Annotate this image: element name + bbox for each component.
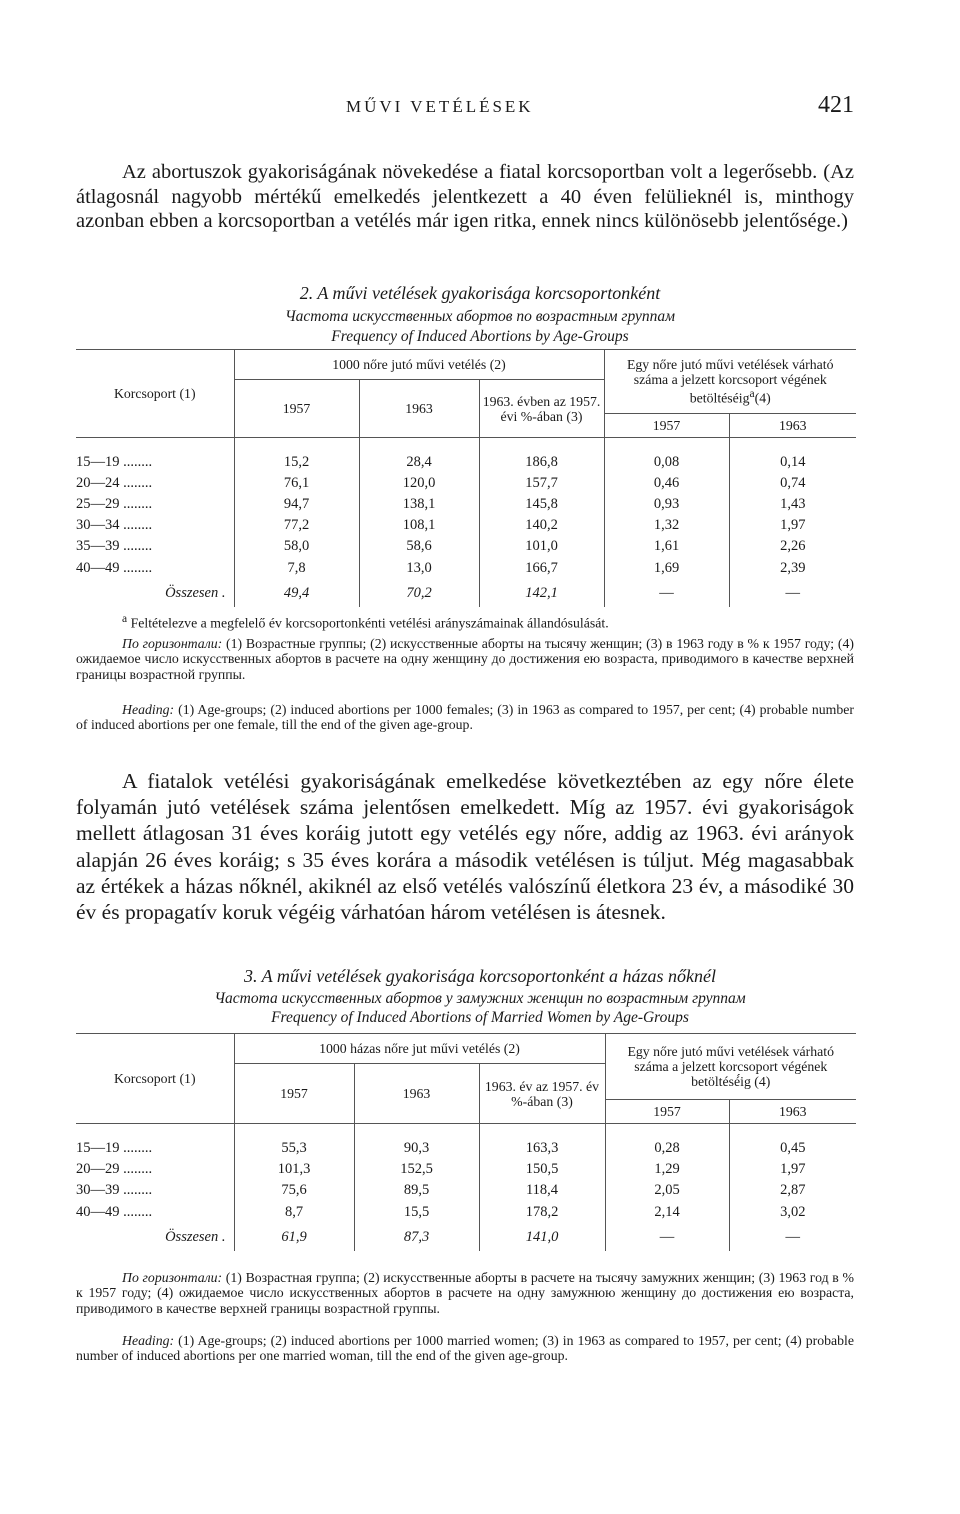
table2-head-expected: Egy nőre jutó művi vetélések várható száma a jelzett korcsoport végének betöltéséig$^a$(4) [604,350,856,414]
table-row: 15—19 ........ 55,3 90,3 163,3 0,28 0,45 [76,1138,856,1159]
table2 [76,349,856,607]
table2-note-ru: По горизонтали: (1) Возрастные группы; (2) искусственные аборты на тысячу женщин; (3) в 1963 году в % к 1957 году; (4) ожидаемое число искусственных абортов в расчете на одну женщину до достижения ею возраста, приводимого в качестве верхней границы возрастной группы. [76,636,854,682]
table3-head-expected: Egy nőre jutó művi vetélések várható száma a jelzett korcsoport végének betöltésé́ig (4) [605,1034,856,1100]
table2-head-ratio: 1963. évben az 1957. évi %-ában (3) [479,380,604,438]
table-row: 35—39 ........ 58,0 58,6 101,0 1,61 2,26 [76,536,856,557]
table2-title-hu: 2. A művi vetélések gyakorisága korcsoportonként [299,283,661,303]
table3-head-ratio: 1963. év az 1957. év %-ában (3) [479,1064,605,1124]
table-row: 30—39 ........ 75,6 89,5 118,4 2,05 2,87 [76,1180,856,1201]
table3 [76,1033,856,1251]
table-row: 15—19 ........ 15,2 28,4 186,8 0,08 0,14 [76,452,856,473]
table-row: 40—49 ........ 8,7 15,5 178,2 2,14 3,02 [76,1201,856,1225]
table3-note-en: Heading: (1) Age-groups; (2) induced abortions per 1000 married women; (3) in 1963 as compared to 1957, per cent; (4) probable number of induced abortions per one married woman, till the end of the given age-group. [76,1333,855,1364]
table3-head-e1957: 1957 [605,1100,729,1124]
table-row: 30—34 ........ 77,2 108,1 140,2 1,32 1,97 [76,515,856,536]
table-row: 20—29 ........ 101,3 152,5 150,5 1,29 1,97 [76,1159,856,1180]
table2-body [76,452,856,607]
table2-footnote: $^a$ Feltételezve a megfelelő év korcsoportonkénti vetélési arányszámainak állandósulását. [122,613,609,631]
table3-head-1963: 1963 [354,1064,479,1124]
table-row: 20—24 ........ 76,1 120,0 157,7 0,46 0,74 [76,473,856,494]
table2-title-en: Frequency of Induced Abortions by Age-Groups [331,328,629,345]
table2-title-ru: Частота искусственных абортов по возрастным группам [284,308,676,325]
table3-title-ru: Частота искусственных абортов у замужних женщин по возрастным группам [214,990,746,1007]
table2-note-en: Heading: (1) Age-groups; (2) induced abortions per 1000 females; (3) in 1963 as compared to 1957, per cent; (4) probable number of induced abortions per one female, till the end of the given age-group. [76,702,855,733]
table-row-total: Összesen . 61,9 87,3 141,0 — — [76,1225,856,1251]
table2-head-e1963: 1963 [729,414,856,438]
table3-note-ru: По горизонтали: (1) Возрастная группа; (2) искусственные аборты в расчете на тысячу замужних женщин; (3) 1963 год в % к 1957 году; (4) ожидаемое число искусственных абортов в расчете на одну замужнюю женщину до достижения ею возраста, приводимого в качестве верхней границы возрастной группы. [76,1270,854,1316]
table-row: 25—29 ........ 94,7 138,1 145,8 0,93 1,43 [76,494,856,515]
table2-head-1963: 1963 [359,380,479,438]
running-head: MŰVI VETÉLÉSEK [346,97,534,116]
table3-body [76,1138,856,1251]
table3-head-per1000: 1000 házas nőre jut művi vetélés (2) [234,1034,605,1064]
intro-paragraph: Az abortuszok gyakoriságának növekedése a fiatal korcsoportban volt a legerősebb. (Az átlagosnál nagyobb mértékű emelkedés jelentkezett a 40 éven felülieknél is, minthogy azonban ebben a korcsoportban a vetélés már igen ritka, ennek nincs különösebb jelentősége.) [76,161,854,232]
table2-head-group: Korcsoport (1) [76,350,234,438]
middle-paragraph: A fiatalok vetélési gyakoriságának emelkedése következtében az egy nőre élete folyamán jutó vetélések száma jelentősen emelkedett. Míg az 1957. évi gyakoriságok mellett átlagosan 31 éves koráig jutott egy vetélés egy nőre, addig az 1963. évi arányok alapján 26 éves koráig; s 35 éves korára a második vetélésen is túljut. Még magasabbak az értékek a házas nőknél, akiknél az első vetélés valószínű életkora 23 év, a másodiké 30 év és propagatív koruk végéig várhatóan három vetélésen is átesnek. [76,769,854,925]
table-row: 40—49 ........ 7,8 13,0 166,7 1,69 2,39 [76,557,856,581]
table2-head-e1957: 1957 [604,414,729,438]
table2-head-per1000: 1000 nőre jutó művi vetélés (2) [234,350,604,380]
table3-title-en: Frequency of Induced Abortions of Married Women by Age-Groups [271,1009,689,1026]
table3-head-group: Korcsoport (1) [76,1034,234,1124]
table3-title-hu: 3. A művi vetélések gyakorisága korcsoportonként a házas nőknél [243,966,717,986]
table3-head-e1963: 1963 [729,1100,856,1124]
table2-head-1957: 1957 [234,380,359,438]
table-row-total: Összesen . 49,4 70,2 142,1 — — [76,581,856,607]
page-number: 421 [818,92,854,118]
table3-head-1957: 1957 [234,1064,354,1124]
